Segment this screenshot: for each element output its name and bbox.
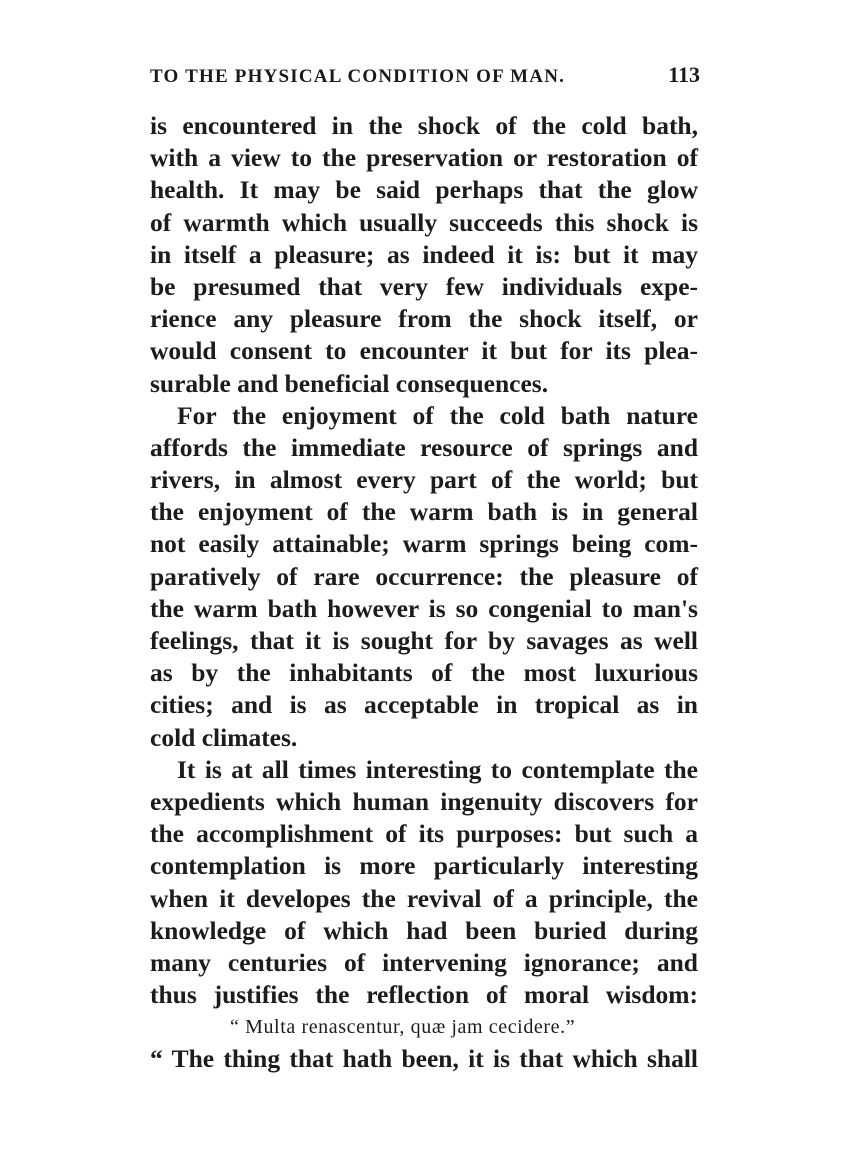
running-title: TO THE PHYSICAL CONDITION OF MAN. — [150, 66, 566, 87]
text-line: be presumed that very few individuals expe- — [150, 271, 698, 301]
text-line: the warm bath however is so congenial to man's — [150, 593, 698, 623]
text-line: as by the inhabitants of the most luxurious — [150, 658, 698, 688]
text-line: thus justifies the reflection of moral wisdom: — [150, 980, 698, 1010]
text-line: rience any pleasure from the shock itself, or — [150, 304, 698, 334]
text-line: the accomplishment of its purposes: but such a — [150, 819, 698, 849]
text-line: cities; and is as acceptable in tropical as in — [150, 690, 698, 720]
text-line: paratively of rare occurrence: the pleasure of — [150, 561, 698, 591]
page-number: 113 — [668, 62, 700, 87]
paragraph-first-line: It is at all times interesting to contemplate the — [177, 754, 698, 784]
text-line: feelings, that it is sought for by savages as well — [150, 626, 698, 655]
text-line: the enjoyment of the warm bath is in general — [150, 497, 698, 527]
latin-quotation: “ Multa renascentur, quæ jam cecidere.” — [230, 1016, 576, 1039]
text-line: health. It may be said perhaps that the glow — [150, 175, 698, 205]
text-line: expedients which human ingenuity discovers for — [150, 786, 698, 816]
text-line: not easily attainable; warm springs being com- — [150, 529, 698, 559]
text-line: rivers, in almost every part of the world; but — [150, 465, 698, 495]
text-line: when it developes the revival of a principle, the — [150, 883, 698, 913]
body-text — [150, 110, 698, 1076]
text-line: of warmth which usually succeeds this shock is — [150, 207, 698, 237]
text-line: would consent to encounter it but for its plea- — [150, 336, 698, 366]
text-line: “ The thing that hath been, it is that which shall — [150, 1044, 698, 1074]
text-line: affords the immediate resource of springs and — [150, 432, 698, 462]
text-line: is encountered in the shock of the cold bath, — [150, 111, 698, 140]
text-line: knowledge of which had been buried during — [150, 915, 698, 945]
running-head — [150, 62, 700, 92]
text-line: in itself a pleasure; as indeed it is: but it may — [150, 239, 698, 269]
paragraph-first-line: For the enjoyment of the cold bath nature — [177, 400, 698, 430]
text-line: contemplation is more particularly interesting — [150, 851, 698, 881]
text-line: many centuries of intervening ignorance; and — [150, 947, 698, 977]
text-line: surable and beneficial consequences. — [150, 368, 549, 398]
text-line: cold climates. — [150, 722, 298, 752]
text-line: with a view to the preservation or restoration of — [150, 143, 698, 173]
